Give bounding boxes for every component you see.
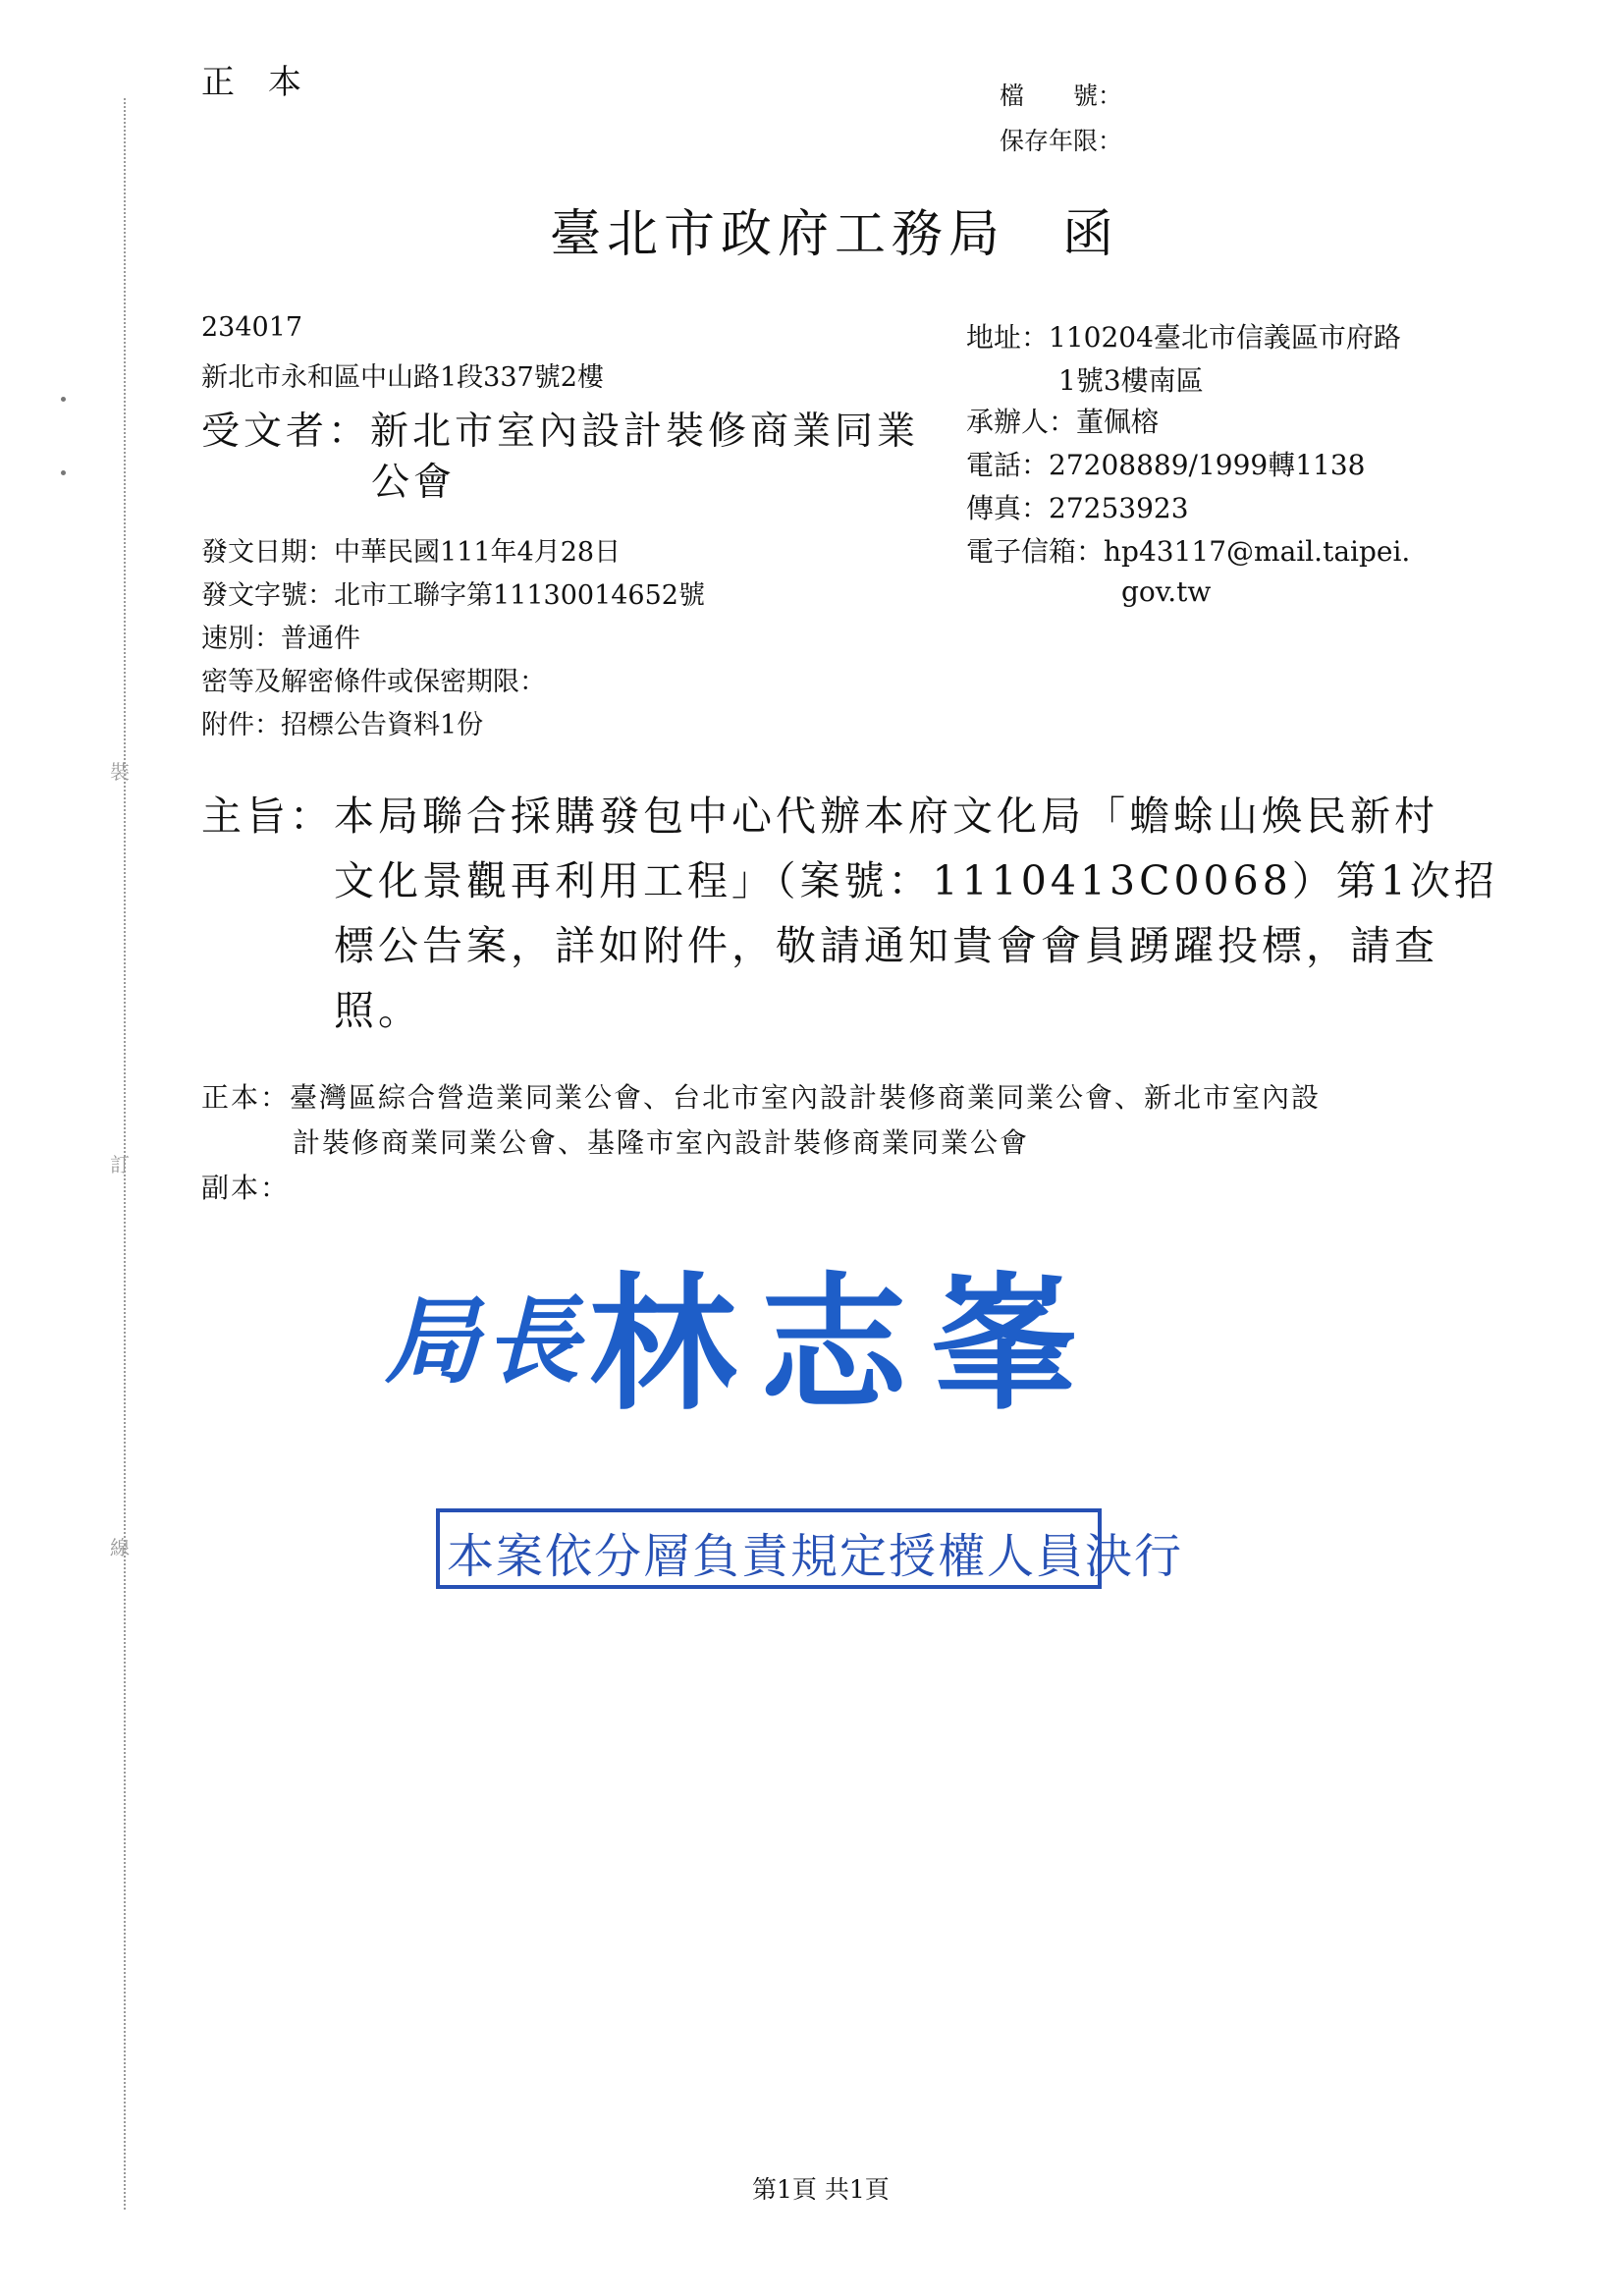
- binding-mark-zhuang: 裝: [110, 760, 130, 784]
- recipient-postal-code: 234017: [201, 312, 303, 343]
- copy-type-label: 正本: [201, 63, 335, 102]
- binding-mark-xian: 線: [110, 1536, 130, 1559]
- subject-line-2: 文化景觀再利用工程」（案號：1110413C0068）第1次招: [334, 857, 1498, 904]
- retention-period-label: 保存年限：: [1000, 127, 1123, 155]
- secrecy-level: 密等及解密條件或保密期限：: [201, 667, 546, 697]
- subject-line-4: 照。: [334, 987, 422, 1034]
- page-number: 第1頁 共1頁: [752, 2175, 890, 2204]
- original-recipients-line-1: 正本：臺灣區綜合營造業同業公會、台北市室內設計裝修商業同業公會、新北市室內設: [201, 1081, 1322, 1114]
- recipient-address: 新北市永和區中山路1段337號2樓: [201, 362, 604, 393]
- subject-line-3: 標公告案，詳如附件，敬請通知貴會會員踴躍投標，請查: [334, 922, 1438, 969]
- sender-address-line-2: 1號3樓南區: [1058, 364, 1204, 397]
- document-number: 發文字號：北市工聯字第11130014652號: [201, 580, 705, 611]
- binding-mark-ding: 訂: [110, 1153, 130, 1176]
- document-title: 臺北市政府工務局 函: [550, 205, 1120, 264]
- delivery-speed: 速別：普通件: [201, 624, 360, 654]
- side-dot: [61, 470, 66, 475]
- recipient-line-1: 受文者：新北市室內設計裝修商業同業: [201, 410, 920, 454]
- phone-number: 電話：27208889/1999轉1138: [966, 449, 1366, 481]
- issue-date: 發文日期：中華民國111年4月28日: [201, 537, 622, 568]
- attachment-info: 附件：招標公告資料1份: [201, 710, 484, 740]
- signature-title: 局長: [385, 1285, 585, 1396]
- signature-name: 林志峯: [589, 1258, 1103, 1431]
- side-dot: [61, 397, 66, 402]
- subject-line-1: 主旨：本局聯合採購發包中心代辦本府文化局「蟾蜍山煥民新村: [201, 793, 1438, 840]
- email-line-1: 電子信箱：hp43117@mail.taipei.: [966, 535, 1411, 568]
- contact-person: 承辦人：董佩榕: [966, 406, 1160, 438]
- original-recipients-line-2: 計裝修商業同業公會、基隆市室內設計裝修商業同業公會: [293, 1126, 1030, 1159]
- sender-address-line-1: 地址：110204臺北市信義區市府路: [966, 321, 1401, 354]
- recipient-line-2: 公會: [371, 461, 457, 505]
- email-line-2: gov.tw: [1121, 575, 1212, 608]
- copy-recipients: 副本：: [201, 1172, 291, 1204]
- fax-number: 傳真：27253923: [966, 492, 1189, 524]
- authorization-stamp-text: 本案依分層負責規定授權人員決行: [447, 1529, 1184, 1584]
- file-number-label: 檔 號：: [1000, 82, 1123, 110]
